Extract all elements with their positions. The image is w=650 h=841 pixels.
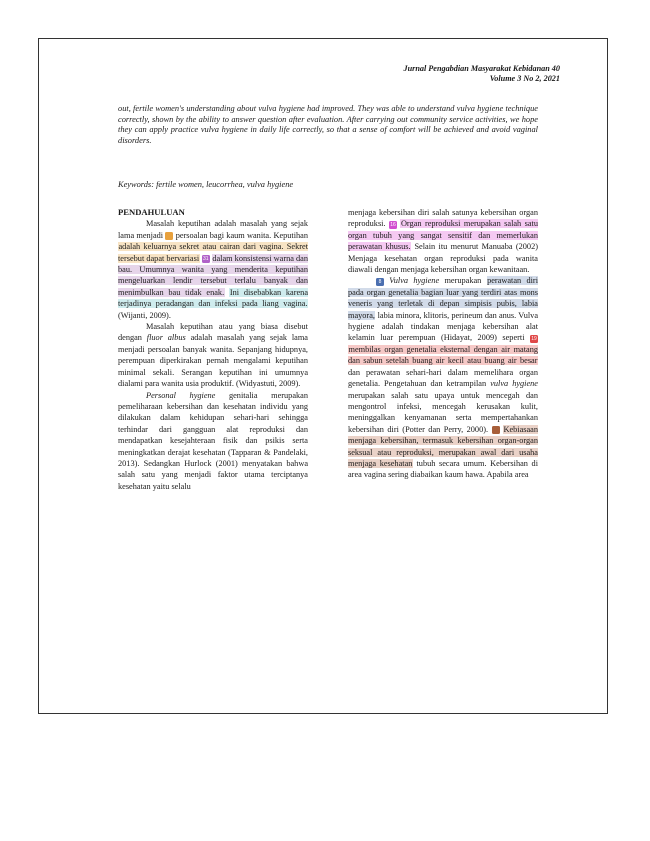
paragraph-text: Masalah keputihan adalah masalah yang sejak lama menjadi [118,219,308,240]
paragraph-1 [118,218,308,321]
highlight-blue[interactable]: perawatan diri pada organ genetalia bagian luar yang terdiri atas mons veneris yang terletak di depan simpisis pubis, labia mayora, [348,276,538,320]
paragraph-text: labia minora, klitoris, perineum dan anus. Vulva hygiene adalah tindakan menjaga kebersihan alat kelamin luar perempuan (Hidayat, 2009) seperti [348,310,539,343]
annotation-marker[interactable] [492,426,500,434]
highlight-magenta[interactable]: Organ reproduksi merupakan salah satu organ tubuh yang sangat sensitif dan memerlukan perawatan khusus. [348,219,539,252]
section-heading: PENDAHULUAN [118,207,185,217]
paragraph-text: dan perawatan sehari-hari dalam memelihara organ genetalia. Pengetahuan dan ketrampilan [348,367,538,389]
annotation-marker[interactable]: 8 [376,278,384,286]
paragraph-text: persoalan bagi kaum wanita. Keputihan [175,230,309,240]
right-column [348,207,538,481]
paragraph-4 [348,207,538,275]
highlight-red[interactable]: membilas organ genetalia eksternal dengan air matang dan sabun setelah buang air kecil atau buang air besar [348,344,538,366]
paragraph-text: Selain itu menurut Manuaba (2002) Menjaga kesehatan organ reproduksi pada wanita diawali dengan menjaga kebersihan organ kewanitaan. [348,242,538,275]
highlight-teal[interactable]: Ini disebabkan karena terjadinya peradangan dan infeksi pada liang vagina. [118,287,309,309]
paragraph-text: merupakan [444,276,482,286]
keywords-line: Keywords: fertile women, leucorrhea, vulva hygiene [118,180,294,189]
abstract-text: out, fertile women's understanding about vulva hygiene had improved. They was able to understand vulva hygiene technique correctly, shown by the ability to answer question after evaluation. After carrying out community service activities, we hope they can apply practice vulva hygiene in daily life correctly, so that a sense of comfort will be achieved and avoid vaginal disorders. [118,104,538,145]
italic-term: Personal hygiene [146,390,216,400]
paragraph-text: Masalah keputihan atau yang biasa disebut dengan [118,322,308,343]
annotation-marker[interactable]: 19 [531,335,537,342]
italic-term: vulva hygiene [490,379,538,389]
paragraph-2 [118,321,308,389]
paragraph-text: (Wijanti, 2009). [118,310,171,320]
journal-volume: Volume 3 No 2, 2021 [489,74,560,83]
annotation-marker[interactable]: 31 [202,255,209,262]
journal-name: Jurnal Pengabdian Masyarakat Kebidanan 40 [403,64,560,73]
paragraph-text: genitalia merupakan pemeliharaan kebersihan dan kesehatan individu yang dilakukan dalam kehidupan sehari-hari sehingga terhindar dari gangguan alat reproduksi dan mendapatkan kesejahteraan fisik dan psikis serta meningkatkan derajat kesehatan (Tapparan & Pandelaki, 2013). Sedangkan Hurlock (2001) menyatakan bahwa salah satu yang menjadi faktor utama terciptanya kesehatan yaitu selalu [118,390,308,491]
italic-term: fluor albus [146,333,186,343]
paragraph-text: menjaga kebersihan diri salah satunya kebersihan organ reproduksi. [348,208,538,229]
highlight-orange[interactable]: adalah keluarnya sekret atau cairan dari vagina. Sekret tersebut dapat bervariasi [118,242,308,263]
italic-term: Vulva hygiene [389,276,440,286]
journal-header [404,64,561,84]
paragraph-text: tubuh secara umum. Kebersihan di area vagina sering diabaikan kaum hawa. Apabila area [348,458,538,480]
annotation-marker[interactable]: 16 [390,221,396,228]
paragraph-5 [348,275,538,480]
left-column [118,207,308,492]
paragraph-text: merupakan salah satu upaya untuk mencegah dan mengontrol infeksi, mencegah kerusakan kulit, meninggalkan kenyamanan serta mempertahankan kebersihan diri (Potter dan Perry, 2000). [348,390,538,434]
annotation-marker[interactable] [165,232,173,240]
highlight-brown[interactable]: Kebiasaan menjaga kebersihan, termasuk kebersihan organ-organ seksual atau reproduksi, merupakan awal dari usaha menjaga kesehatan [348,424,539,468]
paragraph-text: adalah masalah yang sejak lama menjadi persoalan banyak wanita. Sepanjang hidupnya, perempuan diperkirakan pernah mengalami keputihan minimal sekali. Serangan keputihan ini umumnya dialami para wanita usia produktif. (Widyastuti, 2009). [118,333,308,389]
paragraph-3 [118,390,308,493]
highlight-purple[interactable]: dalam konsistensi warna dan bau. Umumnya wanita yang menderita keputihan mengeluarkan lendir tersebut terlalu banyak dan menimbulkan bau tidak enak. [118,253,308,297]
